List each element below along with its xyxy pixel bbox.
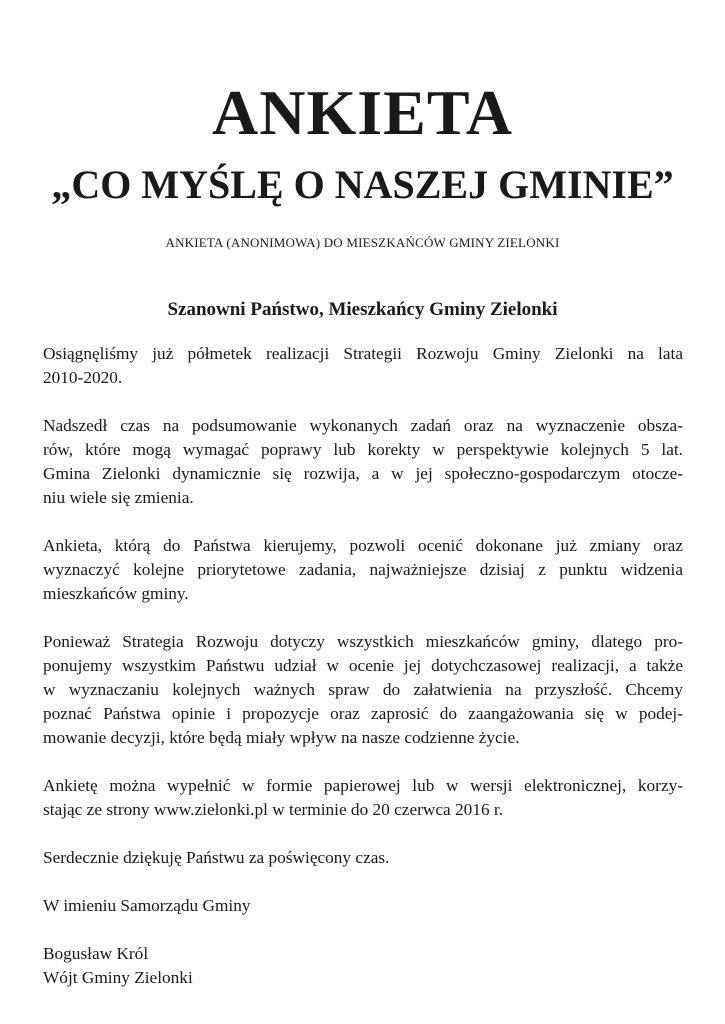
greeting-heading: Szanowni Państwo, Mieszkańcy Gminy Zielonki bbox=[167, 299, 558, 320]
thanks-line: Serdecznie dziękuję Państwu za poświęcony czas. bbox=[43, 848, 390, 867]
text-line: niu wiele się zmienia. bbox=[43, 488, 194, 507]
signature-block bbox=[43, 942, 683, 990]
text-line: w wyznaczaniu kolejnych ważnych spraw do załatwienia na przyszłość. Chcemy bbox=[43, 680, 683, 699]
text-line: Ankietę można wypełnić w formie papierowej lub w wersji elektronicznej, korzy- bbox=[43, 776, 683, 795]
text-line: Ponieważ Strategia Rozwoju dotyczy wszystkich mieszkańców gminy, dlatego pro- bbox=[43, 632, 683, 651]
text-line: Gmina Zielonki dynamicznie się rozwija, a w jej społeczno-gospodarczym otocze- bbox=[43, 464, 683, 483]
paragraph bbox=[43, 774, 683, 822]
paragraph bbox=[43, 630, 683, 750]
letter-body bbox=[43, 342, 683, 1014]
text-line: mieszkańców gminy. bbox=[43, 584, 189, 603]
on-behalf-line: W imieniu Samorządu Gminy bbox=[43, 896, 251, 915]
text-line: ponujemy wszystkim Państwu udział w ocenie jej dotychczasowej realizacji, a także bbox=[43, 656, 683, 675]
paragraph bbox=[43, 414, 683, 510]
text-line: mowanie decyzji, które będą miały wpływ na nasze codzienne życie. bbox=[43, 728, 520, 747]
text-line: poznać Państwa opinie i propozycje oraz zaprosić do zaangażowania się w podej- bbox=[43, 704, 683, 723]
document-subtitle: „CO MYŚLĘ O NASZEJ GMINIE” bbox=[51, 162, 674, 207]
paragraph bbox=[43, 342, 683, 390]
text-line: wyznaczyć kolejne priorytetowe zadania, najważniejsze dzisiaj z punktu widzenia bbox=[43, 560, 683, 579]
signatory-position: Wójt Gminy Zielonki bbox=[43, 968, 193, 987]
document-caption: ANKIETA (ANONIMOWA) DO MIESZKAŃCÓW GMINY ZIELONKI bbox=[165, 235, 560, 250]
text-line: rów, które mogą wymagać poprawy lub korekty w perspektywie kolejnych 5 lat. bbox=[43, 440, 683, 459]
signatory-name: Bogusław Król bbox=[43, 944, 149, 963]
text-line: stając ze strony www.zielonki.pl w terminie do 20 czerwca 2016 r. bbox=[43, 800, 504, 819]
paragraph bbox=[43, 534, 683, 606]
text-line: 2010-2020. bbox=[43, 368, 123, 387]
text-line: Nadszedł czas na podsumowanie wykonanych zadań oraz na wyznaczenie obsza- bbox=[43, 416, 683, 435]
document-title: ANKIETA bbox=[212, 77, 513, 148]
text-line: Osiągnęliśmy już półmetek realizacji Strategii Rozwoju Gminy Zielonki na lata bbox=[43, 344, 683, 363]
text-line: Ankieta, którą do Państwa kierujemy, pozwoli ocenić dokonane już zmiany oraz bbox=[43, 536, 683, 555]
